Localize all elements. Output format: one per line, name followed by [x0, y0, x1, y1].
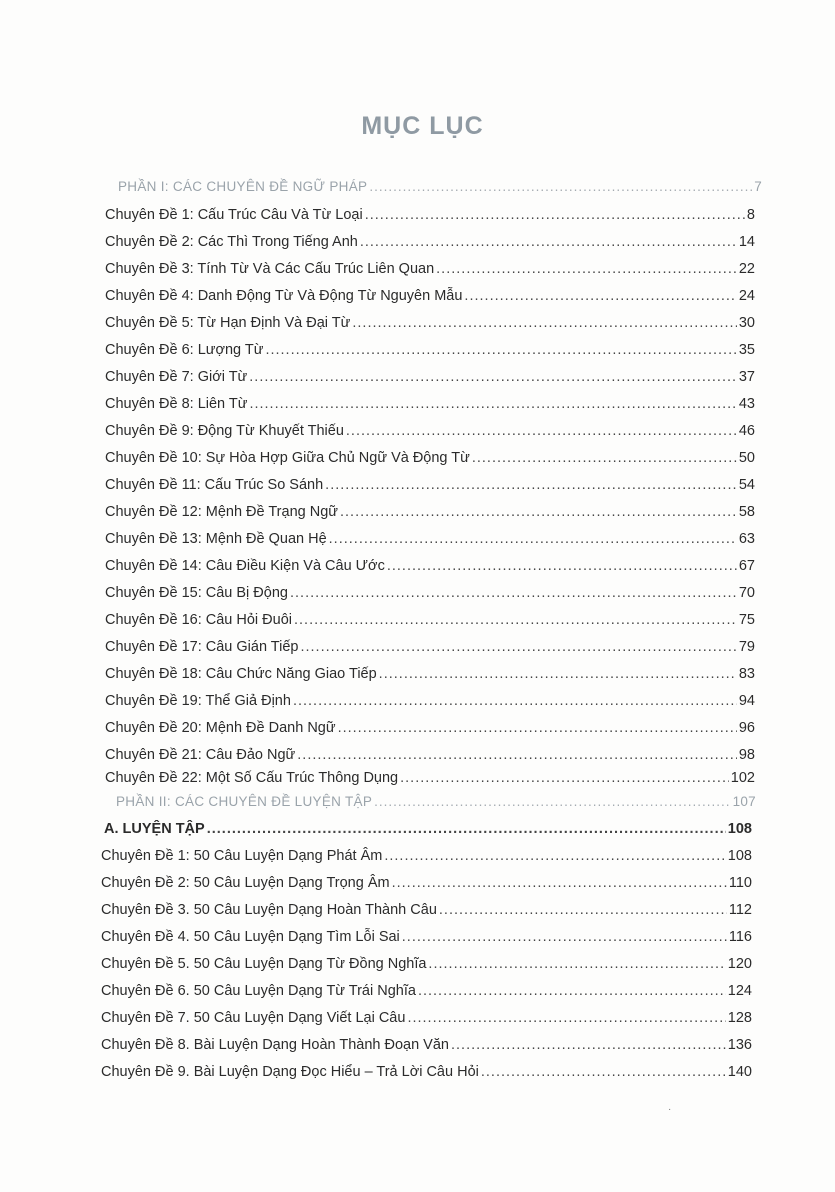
toc-entry[interactable]: [105, 692, 755, 710]
toc-page-number: 136: [727, 1037, 752, 1053]
toc-entry-title: Chuyên Đề 1: Cấu Trúc Câu Và Từ Loại: [105, 207, 363, 223]
toc-entry-title: Chuyên Đề 20: Mệnh Đề Danh Ngữ: [105, 720, 336, 736]
toc-entry-title: Chuyên Đề 9. Bài Luyện Dạng Đọc Hiểu – Trả Lời Câu Hỏi: [101, 1064, 479, 1080]
toc-entry[interactable]: [105, 503, 755, 521]
dot-leader: [293, 692, 737, 710]
toc-page-number: 50: [738, 450, 755, 466]
toc-entry-title: Chuyên Đề 17: Câu Gián Tiếp: [105, 639, 299, 655]
toc-title: MỤC LỤC: [361, 112, 484, 140]
dot-leader: [436, 260, 737, 278]
dot-leader: [207, 820, 726, 838]
toc-entry-title: Chuyên Đề 14: Câu Điều Kiện Và Câu Ước: [105, 558, 385, 574]
toc-page-number: 43: [738, 396, 755, 412]
toc-entry-title: Chuyên Đề 12: Mệnh Đề Trạng Ngữ: [105, 504, 338, 520]
toc-page-number: 54: [738, 477, 755, 493]
toc-entry[interactable]: [105, 719, 755, 737]
toc-entry-title: Chuyên Đề 6: Lượng Từ: [105, 342, 264, 358]
dot-leader: [428, 955, 725, 973]
toc-entry-title: Chuyên Đề 8. Bài Luyện Dạng Hoàn Thành Đoạn Văn: [101, 1037, 449, 1053]
toc-entry-title: PHẦN II: CÁC CHUYÊN ĐỀ LUYỆN TẬP: [116, 794, 373, 809]
toc-page-number: 116: [728, 929, 752, 945]
toc-page-number: 70: [738, 585, 755, 601]
dot-leader: [352, 314, 737, 332]
dot-leader: [365, 206, 745, 224]
toc-entry[interactable]: [105, 395, 755, 413]
dot-leader: [402, 928, 727, 946]
dot-leader: [392, 874, 727, 892]
toc-entry[interactable]: [101, 982, 752, 1000]
dot-leader: [418, 982, 726, 1000]
toc-entry-title: Chuyên Đề 11: Cấu Trúc So Sánh: [105, 477, 324, 493]
toc-part-heading[interactable]: [118, 178, 762, 196]
toc-entry-title: Chuyên Đề 8: Liên Từ: [105, 396, 248, 412]
toc-page-number: 24: [738, 288, 755, 304]
dot-leader: [249, 395, 736, 413]
toc-entry[interactable]: [101, 1036, 752, 1054]
toc-entry[interactable]: [105, 476, 755, 494]
dot-leader: [297, 746, 737, 764]
toc-page-number: 75: [738, 612, 755, 628]
dot-leader: [439, 901, 727, 919]
toc-page-number: 79: [738, 639, 755, 655]
toc-entry-title: Chuyên Đề 10: Sự Hòa Hợp Giữa Chủ Ngữ Và Động Từ: [105, 450, 470, 466]
toc-page-number: 58: [738, 504, 755, 520]
dot-leader: [384, 847, 725, 865]
toc-entry-title: Chuyên Đề 7. 50 Câu Luyện Dạng Viết Lại Câu: [101, 1010, 406, 1026]
toc-entry-title: A. LUYỆN TẬP: [104, 821, 205, 837]
toc-page-number: 8: [746, 207, 755, 223]
toc-entry[interactable]: [105, 769, 755, 787]
dot-leader: [400, 769, 729, 787]
toc-entry-title: Chuyên Đề 6. 50 Câu Luyện Dạng Từ Trái Nghĩa: [101, 983, 416, 999]
toc-entry[interactable]: [105, 557, 755, 575]
toc-page-number: 35: [738, 342, 755, 358]
toc-entry[interactable]: [105, 422, 755, 440]
dot-leader: [294, 611, 737, 629]
toc-entry[interactable]: [105, 611, 755, 629]
toc-entry-title: Chuyên Đề 3. 50 Câu Luyện Dạng Hoàn Thành Câu: [101, 902, 437, 918]
dot-leader: [265, 341, 736, 359]
dot-leader: [338, 719, 737, 737]
toc-entry[interactable]: [101, 1063, 752, 1081]
dot-leader: [346, 422, 737, 440]
dot-leader: [374, 793, 730, 811]
dot-leader: [387, 557, 737, 575]
dot-leader: [290, 584, 737, 602]
toc-entry[interactable]: [101, 901, 752, 919]
toc-page-number: 112: [728, 902, 752, 918]
toc-entry[interactable]: [105, 449, 755, 467]
toc-entry[interactable]: [105, 206, 755, 224]
dot-leader: [360, 233, 737, 251]
toc-entry-title: Chuyên Đề 19: Thể Giả Định: [105, 693, 291, 709]
toc-entry[interactable]: [105, 341, 755, 359]
toc-page-number: 46: [738, 423, 755, 439]
toc-entry[interactable]: [105, 368, 755, 386]
toc-part-heading[interactable]: [116, 793, 756, 811]
toc-entry-title: Chuyên Đề 4: Danh Động Từ Và Động Từ Nguyên Mẫu: [105, 288, 463, 304]
toc-entry-title: Chuyên Đề 2: 50 Câu Luyện Dạng Trọng Âm: [101, 875, 390, 891]
toc-subsection[interactable]: [104, 820, 752, 838]
toc-entry[interactable]: [105, 638, 755, 656]
toc-entry[interactable]: [105, 233, 755, 251]
toc-page-number: 140: [727, 1064, 752, 1080]
toc-entry-title: Chuyên Đề 22: Một Số Cấu Trúc Thông Dụng: [105, 770, 399, 786]
toc-entry[interactable]: [105, 746, 755, 764]
toc-page-number: 98: [738, 747, 755, 763]
toc-entry-title: Chuyên Đề 21: Câu Đảo Ngữ: [105, 747, 296, 763]
dot-leader: [369, 178, 752, 196]
toc-entry-title: Chuyên Đề 15: Câu Bị Động: [105, 585, 288, 601]
toc-page-number: 108: [727, 821, 752, 837]
toc-page-number: 102: [730, 770, 755, 786]
toc-page-number: 67: [738, 558, 755, 574]
toc-entry[interactable]: [105, 314, 755, 332]
toc-entry-title: Chuyên Đề 18: Câu Chức Năng Giao Tiếp: [105, 666, 377, 682]
dot-leader: [451, 1036, 726, 1054]
scan-speck: ·: [668, 1104, 672, 1115]
toc-entry[interactable]: [105, 665, 755, 683]
toc-page-number: 37: [738, 369, 755, 385]
toc-entry[interactable]: [101, 1009, 752, 1027]
toc-entry[interactable]: [105, 260, 755, 278]
dot-leader: [464, 287, 736, 305]
toc-entry[interactable]: [105, 584, 755, 602]
toc-entry-title: Chuyên Đề 1: 50 Câu Luyện Dạng Phát Âm: [101, 848, 383, 864]
toc-page-number: 110: [728, 875, 752, 891]
toc-page-number: 94: [738, 693, 755, 709]
toc-entry-title: Chuyên Đề 13: Mệnh Đề Quan Hệ: [105, 531, 327, 547]
toc-entry-title: Chuyên Đề 16: Câu Hỏi Đuôi: [105, 612, 292, 628]
toc-entry[interactable]: [105, 530, 755, 548]
toc-entry[interactable]: [101, 928, 752, 946]
toc-page-number: 107: [732, 794, 756, 809]
toc-entry[interactable]: [105, 287, 755, 305]
toc-page-number: 22: [738, 261, 755, 277]
toc-entry[interactable]: [101, 874, 752, 892]
toc-page-number: 120: [727, 956, 752, 972]
toc-page-number: 83: [738, 666, 755, 682]
toc-entry-title: Chuyên Đề 3: Tính Từ Và Các Cấu Trúc Liên Quan: [105, 261, 435, 277]
toc-entry[interactable]: [101, 955, 752, 973]
toc-page-number: 96: [738, 720, 755, 736]
toc-entry-title: PHẦN I: CÁC CHUYÊN ĐỀ NGỮ PHÁP: [118, 179, 368, 194]
dot-leader: [249, 368, 737, 386]
toc-entry[interactable]: [101, 847, 752, 865]
dot-leader: [340, 503, 737, 521]
toc-entry-title: Chuyên Đề 4. 50 Câu Luyện Dạng Tìm Lỗi Sai: [101, 929, 400, 945]
dot-leader: [407, 1009, 725, 1027]
toc-entry-title: Chuyên Đề 5: Từ Hạn Định Và Đại Từ: [105, 315, 351, 331]
toc-page-number: 30: [738, 315, 755, 331]
toc-entry-title: Chuyên Đề 5. 50 Câu Luyện Dạng Từ Đồng Nghĩa: [101, 956, 427, 972]
toc-entry-title: Chuyên Đề 9: Động Từ Khuyết Thiếu: [105, 423, 344, 439]
dot-leader: [329, 530, 737, 548]
dot-leader: [481, 1063, 726, 1081]
dot-leader: [472, 449, 737, 467]
toc-entry-title: Chuyên Đề 2: Các Thì Trong Tiếng Anh: [105, 234, 358, 250]
toc-page-number: 7: [754, 179, 762, 194]
toc-page-number: 63: [738, 531, 755, 547]
toc-page-number: 128: [727, 1010, 752, 1026]
toc-page-number: 108: [727, 848, 752, 864]
dot-leader: [379, 665, 737, 683]
dot-leader: [325, 476, 737, 494]
toc-page-number: 124: [727, 983, 752, 999]
dot-leader: [300, 638, 736, 656]
toc-page-number: 14: [738, 234, 755, 250]
toc-entry-title: Chuyên Đề 7: Giới Từ: [105, 369, 248, 385]
